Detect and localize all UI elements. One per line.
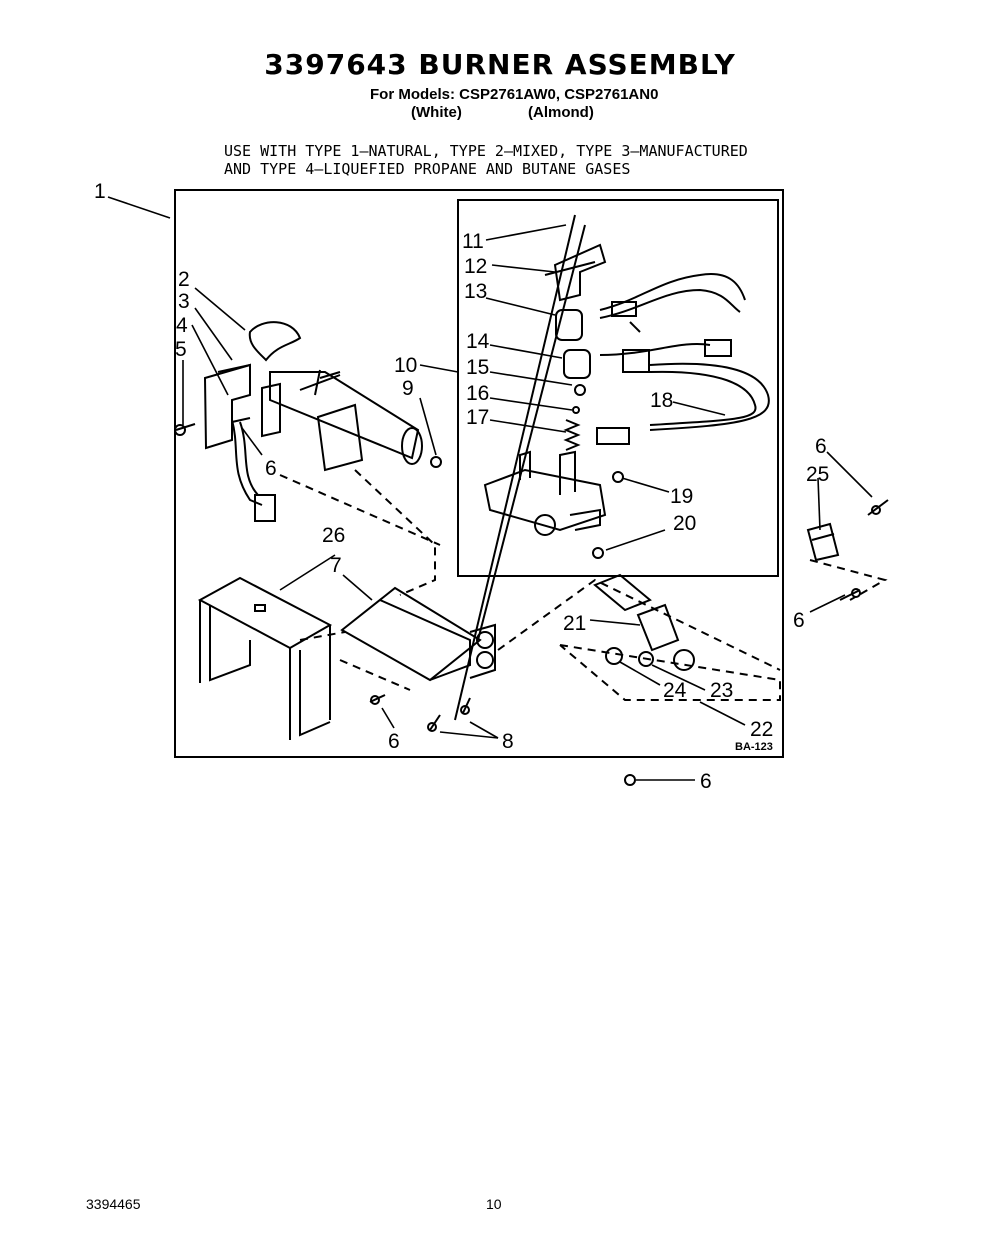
callout-15: 15 (466, 356, 490, 379)
models-line: For Models: CSP2761AW0, CSP2761AN0 (370, 86, 659, 103)
bracket-25 (808, 524, 838, 560)
bracket-26 (200, 578, 330, 740)
callout-7: 7 (330, 554, 342, 577)
callout-5: 5 (175, 338, 187, 361)
usage-line-2: AND TYPE 4—LIQUEFIED PROPANE AND BUTANE GASES (224, 160, 631, 178)
callout-8: 8 (502, 730, 514, 753)
callout-6-bottom: 6 (388, 730, 400, 753)
color-white-label: (White) (411, 104, 462, 121)
callout-21: 21 (563, 612, 587, 635)
footer-part-number: 3394465 (86, 1196, 141, 1212)
callout-16: 16 (466, 382, 490, 405)
burner-tube (250, 322, 422, 464)
callout-12: 12 (464, 255, 488, 278)
callout-6-right-top: 6 (815, 435, 827, 458)
callout-26: 26 (322, 524, 346, 547)
callout-10: 10 (394, 354, 418, 377)
mounting-plate (318, 405, 362, 470)
igniter-bracket (205, 365, 280, 521)
callout-19: 19 (670, 485, 694, 508)
screws (175, 418, 888, 785)
wire-harness (597, 274, 769, 444)
callout-23: 23 (710, 679, 734, 702)
page-title: 3397643 BURNER ASSEMBLY (264, 48, 736, 81)
callout-1: 1 (94, 180, 106, 203)
callout-6-outside: 6 (700, 770, 712, 793)
gas-valve-body (485, 452, 605, 535)
valve-subassembly-frame (458, 200, 778, 576)
callout-9: 9 (402, 377, 414, 400)
callout-13: 13 (464, 280, 488, 303)
valve-axis-line-2 (478, 225, 585, 640)
callout-17: 17 (466, 406, 490, 429)
usage-line-1: USE WITH TYPE 1—NATURAL, TYPE 2—MIXED, TYPE 3—MANUFACTURED (224, 142, 748, 160)
callout-6-right-bottom: 6 (793, 609, 805, 632)
callout-labels (94, 180, 829, 793)
orifice-24 (606, 648, 622, 664)
callout-25: 25 (806, 463, 830, 486)
callout-24: 24 (663, 679, 687, 702)
callout-11: 11 (462, 230, 484, 253)
callout-6-left: 6 (265, 457, 277, 480)
valve-mounting-channel (342, 588, 495, 680)
footer-page-number: 10 (486, 1196, 502, 1212)
callout-leader-lines (108, 197, 872, 780)
diagram-code: BA-123 (735, 741, 773, 753)
color-almond-label: (Almond) (528, 104, 594, 121)
callout-18: 18 (650, 389, 674, 412)
callout-20: 20 (673, 512, 697, 535)
callout-22: 22 (750, 718, 774, 741)
callout-2: 2 (178, 268, 190, 291)
assembly-guide-lines (280, 470, 885, 700)
callout-14: 14 (466, 330, 490, 353)
orifice-23 (674, 650, 694, 670)
callout-4: 4 (176, 314, 188, 337)
callout-3: 3 (178, 290, 190, 313)
